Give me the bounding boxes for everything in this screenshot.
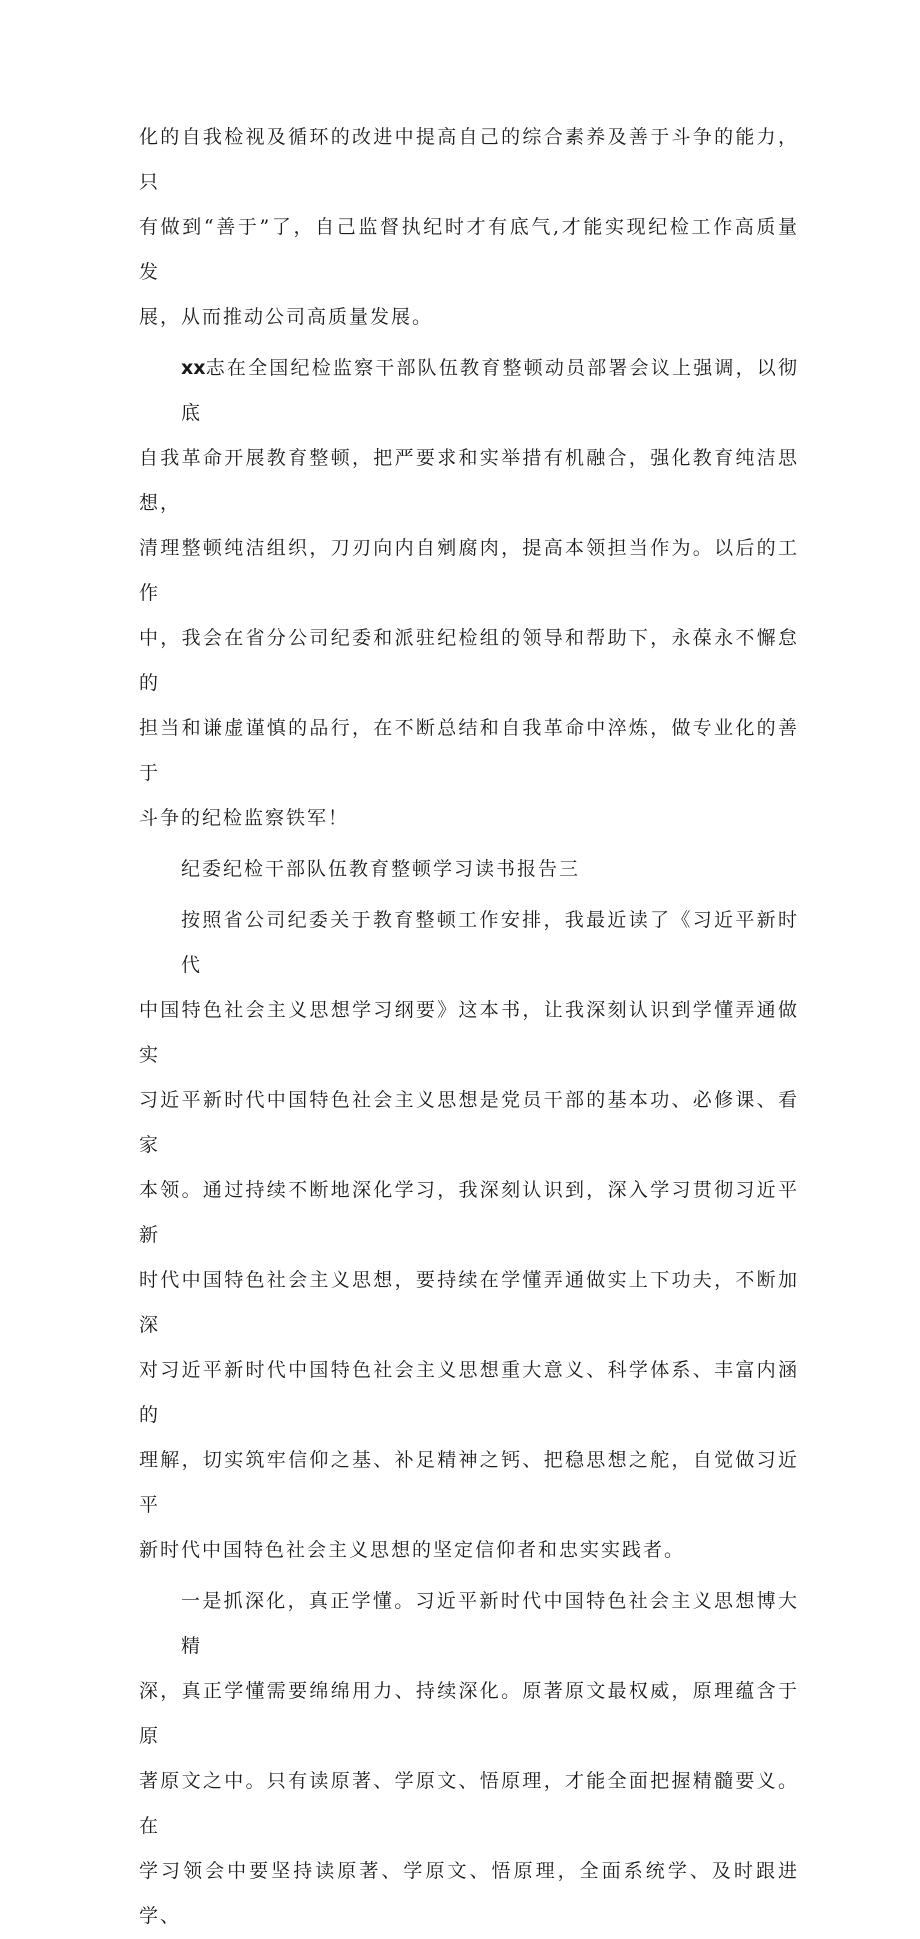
paragraph-reading-report [139, 898, 799, 1573]
text-line: 著原文之中。只有读原著、学原文、悟原理，才能全面把握精髓要义。在 [139, 1770, 799, 1837]
text-line: 一是抓深化，真正学懂。习近平新时代中国特色社会主义思想博大精 [181, 1590, 799, 1657]
text-line: 斗争的纪检监察铁军！ [139, 807, 350, 829]
text-line-rest: 志在全国纪检监察干部队伍教育整顿动员部署会议上强调，以彻底 [181, 357, 799, 424]
text-line: 中国特色社会主义思想学习纲要》这本书，让我深刻认识到学懂弄通做实 [139, 999, 799, 1066]
text-line: 本领。通过持续不断地深化学习，我深刻认识到，深入学习贯彻习近平新 [139, 1179, 799, 1246]
paragraph-continuation [139, 115, 799, 340]
text-line: 中，我会在省分公司纪委和派驻纪检组的领导和帮助下，永葆永不懈怠的 [139, 627, 799, 694]
text-line: 学习领会中要坚持读原著、学原文、悟原理，全面系统学、及时跟进学、 [139, 1860, 799, 1927]
text-line: 习近平新时代中国特色社会主义思想是党员干部的基本功、必修课、看家 [139, 1089, 799, 1156]
paragraph-point-one [139, 1579, 799, 1939]
section-heading: 纪委纪检干部队伍教育整顿学习读书报告三 [181, 858, 581, 880]
text-line: 有做到“善于”了，自己监督执纪时才有底气,才能实现纪检工作高质量发 [139, 216, 799, 283]
text-line: 担当和谦虚谨慎的品行，在不断总结和自我革命中淬炼，做专业化的善于 [139, 717, 799, 784]
text-line: 自我革命开展教育整顿，把严要求和实举措有机融合，强化教育纯洁思想， [139, 447, 799, 514]
text-line: 理解，切实筑牢信仰之基、补足精神之钙、把稳思想之舵，自觉做习近平 [139, 1449, 799, 1516]
text-line: 按照省公司纪委关于教育整顿工作安排，我最近读了《习近平新时代 [181, 909, 799, 976]
text-line: 对习近平新时代中国特色社会主义思想重大意义、科学体系、丰富内涵的 [139, 1359, 799, 1426]
text-line: 清理整顿纯洁组织，刀刃向内自剜腐肉，提高本领担当作为。以后的工作 [139, 537, 799, 604]
document-body [139, 115, 799, 1939]
redacted-name: xx [181, 357, 206, 379]
text-line: 化的自我检视及循环的改进中提高自己的综合素养及善于斗争的能力，只 [139, 126, 799, 193]
text-line: 展，从而推动公司高质量发展。 [139, 306, 434, 328]
text-line: 新时代中国特色社会主义思想的坚定信仰者和忠实实践者。 [139, 1539, 686, 1561]
text-line: 深，真正学懂需要绵绵用力、持续深化。原著原文最权威，原理蕴含于原 [139, 1680, 799, 1747]
paragraph-xx-speech [139, 346, 799, 841]
text-line [139, 346, 799, 436]
text-line: 时代中国特色社会主义思想，要持续在学懂弄通做实上下功夫，不断加深 [139, 1269, 799, 1336]
